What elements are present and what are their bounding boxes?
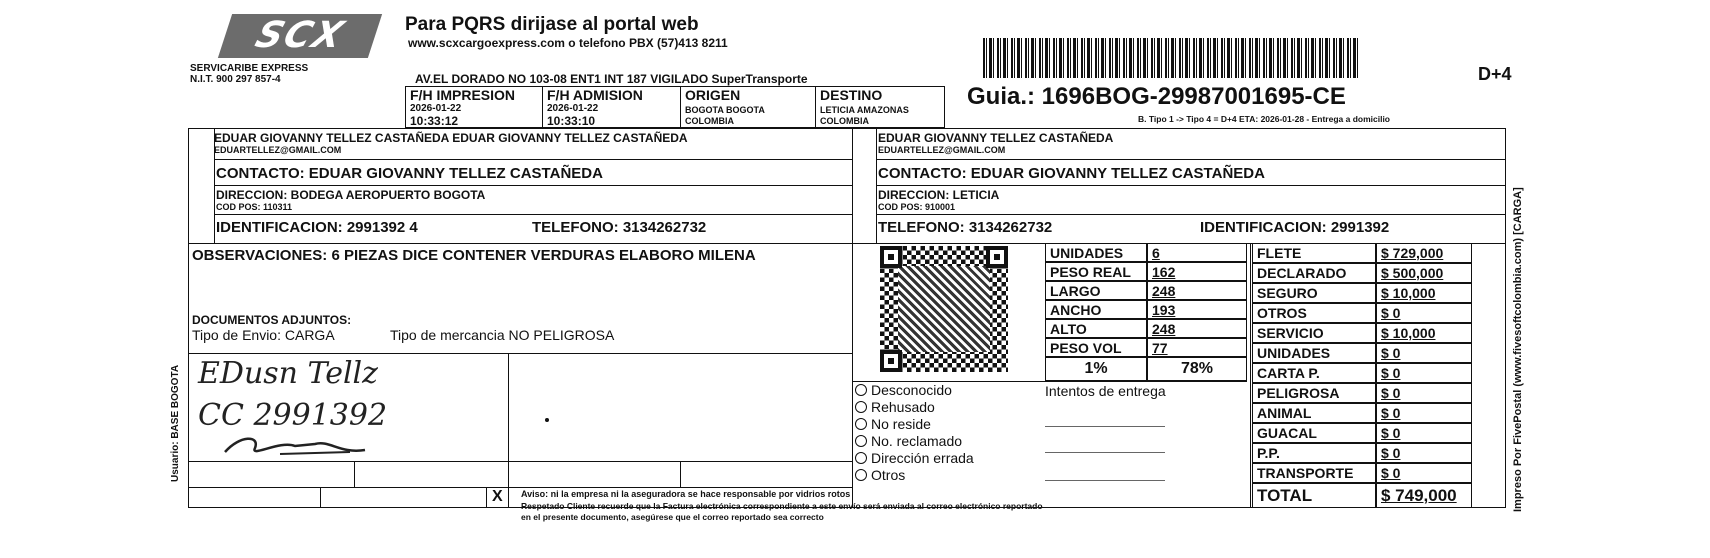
measure-value-0: 6: [1147, 243, 1247, 262]
tipo-line: B. Tipo 1 -> Tipo 4 = D+4 ETA: 2026-01-28 - Entrega a domicilio: [1138, 114, 1391, 124]
notice-line-1: Respetado Cliente recuerde que la Factura electrónica correspondiente a este envío será enviada al correo electrónico reportado: [521, 501, 1043, 511]
destino-country: COLOMBIA: [820, 116, 869, 126]
receiver-contact: CONTACTO: EDUAR GIOVANNY TELLEZ CASTAÑEDA: [878, 165, 1265, 182]
total-value: $ 749,000: [1376, 483, 1472, 508]
sender-email: EDUARTELLEZ@GMAIL.COM: [214, 145, 342, 155]
service-code: D+4: [1478, 64, 1512, 84]
measure-label-1: PESO REAL: [1045, 262, 1147, 281]
tipo-envio: Tipo de Envio: CARGA: [192, 327, 335, 343]
receiver-id: IDENTIFICACION: 2991392: [1200, 219, 1390, 236]
charge-value-5: $ 0: [1376, 343, 1472, 363]
signature-scribble: [220, 430, 370, 462]
impresion-label: F/H IMPRESION: [410, 87, 516, 103]
impresion-date: 2026-01-22: [410, 103, 462, 114]
documents-label: DOCUMENTOS ADJUNTOS:: [192, 313, 352, 327]
destino-label: DESTINO: [820, 87, 883, 103]
charge-label-6: CARTA P.: [1252, 363, 1376, 383]
charge-label-9: GUACAL: [1252, 423, 1376, 443]
measure-label-5: PESO VOL: [1045, 338, 1147, 357]
option-no-reside[interactable]: No reside: [855, 416, 974, 433]
measure-label-3: ANCHO: [1045, 300, 1147, 319]
company-nit: N.I.T. 900 297 857-4: [190, 74, 281, 85]
sender-phone: TELEFONO: 3134262732: [532, 219, 707, 236]
impreso-label: Impreso Por FivePostal (www.fivesoftcolombia.com) [CARGA]: [1512, 187, 1524, 512]
measure-value-1: 162: [1147, 262, 1247, 281]
charge-value-3: $ 0: [1376, 303, 1472, 323]
company-name: SERVICARIBE EXPRESS: [190, 63, 309, 74]
origen-city: BOGOTA BOGOTA: [685, 105, 765, 115]
receiver-phone: TELEFONO: 3134262732: [878, 219, 1053, 236]
impresion-time: 10:33:12: [410, 114, 459, 128]
option-rehusado[interactable]: Rehusado: [855, 399, 974, 416]
intentos-label: Intentos de entrega: [1045, 383, 1166, 399]
option-no-reclamado[interactable]: No. reclamado: [855, 433, 974, 450]
measure-value-4: 248: [1147, 319, 1247, 338]
admision-date: 2026-01-22: [547, 103, 599, 114]
charge-value-10: $ 0: [1376, 443, 1472, 463]
signature-id: CC 2991392: [198, 398, 388, 433]
receiver-name: EDUAR GIOVANNY TELLEZ CASTAÑEDA: [878, 131, 1114, 145]
checkbox-mark: X: [492, 488, 503, 505]
receiver-address: DIRECCION: LETICIA: [878, 188, 1000, 202]
charge-label-3: OTROS: [1252, 303, 1376, 323]
scx-logo: SCX: [218, 14, 382, 58]
charge-value-4: $ 10,000: [1376, 323, 1472, 343]
option-desconocido[interactable]: Desconocido: [855, 382, 974, 399]
charge-value-6: $ 0: [1376, 363, 1472, 383]
charge-label-1: DECLARADO: [1252, 263, 1376, 283]
aviso-text: Aviso: ni la empresa ni la aseguradora se hace responsable por vidrios rotos: [521, 489, 851, 499]
percent-b: 78%: [1147, 357, 1247, 381]
charge-value-2: $ 10,000: [1376, 283, 1472, 303]
sender-id: IDENTIFICACION: 2991392 4: [216, 219, 418, 236]
charge-value-7: $ 0: [1376, 383, 1472, 403]
tipo-mercancia: Tipo de mercancia NO PELIGROSA: [390, 327, 615, 343]
charge-label-2: SEGURO: [1252, 283, 1376, 303]
charge-label-0: FLETE: [1252, 243, 1376, 263]
guia-number: Guia.: 1696BOG-29987001695-CE: [967, 83, 1346, 110]
pqrs-contact: www.scxcargoexpress.com o telefono PBX (57)413 8211: [408, 36, 728, 50]
signature-name: EDusn Tellz: [198, 356, 378, 391]
measure-label-4: ALTO: [1045, 319, 1147, 338]
company-address: AV.EL DORADO NO 103-08 ENT1 INT 187 VIGILADO SuperTransporte: [415, 72, 808, 86]
measure-value-2: 248: [1147, 281, 1247, 300]
observations: OBSERVACIONES: 6 PIEZAS DICE CONTENER VERDURAS ELABORO MILENA: [192, 247, 756, 264]
origen-country: COLOMBIA: [685, 116, 734, 126]
admision-label: F/H ADMISION: [547, 87, 643, 103]
charge-label-8: ANIMAL: [1252, 403, 1376, 423]
charge-label-11: TRANSPORTE: [1252, 463, 1376, 483]
measure-value-5: 77: [1147, 338, 1247, 357]
charge-value-11: $ 0: [1376, 463, 1472, 483]
percent-a: 1%: [1045, 357, 1147, 381]
charge-value-1: $ 500,000: [1376, 263, 1472, 283]
notice-line-2: en el presente documento, asegúrese que el correo reportado sea correcto: [521, 512, 824, 522]
receiver-email: EDUARTELLEZ@GMAIL.COM: [878, 145, 1006, 155]
charge-label-4: SERVICIO: [1252, 323, 1376, 343]
delivery-options: [855, 382, 974, 484]
charge-label-5: UNIDADES: [1252, 343, 1376, 363]
charge-value-9: $ 0: [1376, 423, 1472, 443]
receiver-postal: COD POS: 910001: [878, 202, 956, 212]
measure-value-3: 193: [1147, 300, 1247, 319]
sender-postal: COD POS: 110311: [216, 202, 293, 212]
sender-address: DIRECCION: BODEGA AEROPUERTO BOGOTA: [216, 188, 486, 202]
charge-label-7: PELIGROSA: [1252, 383, 1376, 403]
charge-value-8: $ 0: [1376, 403, 1472, 423]
option-direccion-errada[interactable]: Dirección errada: [855, 450, 974, 467]
total-label: TOTAL: [1252, 483, 1376, 508]
measure-label-2: LARGO: [1045, 281, 1147, 300]
pqrs-title: Para PQRS dirijase al portal web: [405, 14, 699, 35]
barcode: [983, 38, 1358, 78]
usuario-label: Usuario: BASE BOGOTA: [170, 364, 181, 482]
destino-city: LETICIA AMAZONAS: [820, 105, 909, 115]
charge-label-10: P.P.: [1252, 443, 1376, 463]
option-otros[interactable]: Otros: [855, 467, 974, 484]
origen-label: ORIGEN: [685, 87, 741, 103]
admision-time: 10:33:10: [547, 114, 596, 128]
charge-value-0: $ 729,000: [1376, 243, 1472, 263]
sender-name: EDUAR GIOVANNY TELLEZ CASTAÑEDA EDUAR GIOVANNY TELLEZ CASTAÑEDA: [214, 131, 688, 145]
measure-label-0: UNIDADES: [1045, 243, 1147, 262]
sender-contact: CONTACTO: EDUAR GIOVANNY TELLEZ CASTAÑEDA: [216, 165, 603, 182]
